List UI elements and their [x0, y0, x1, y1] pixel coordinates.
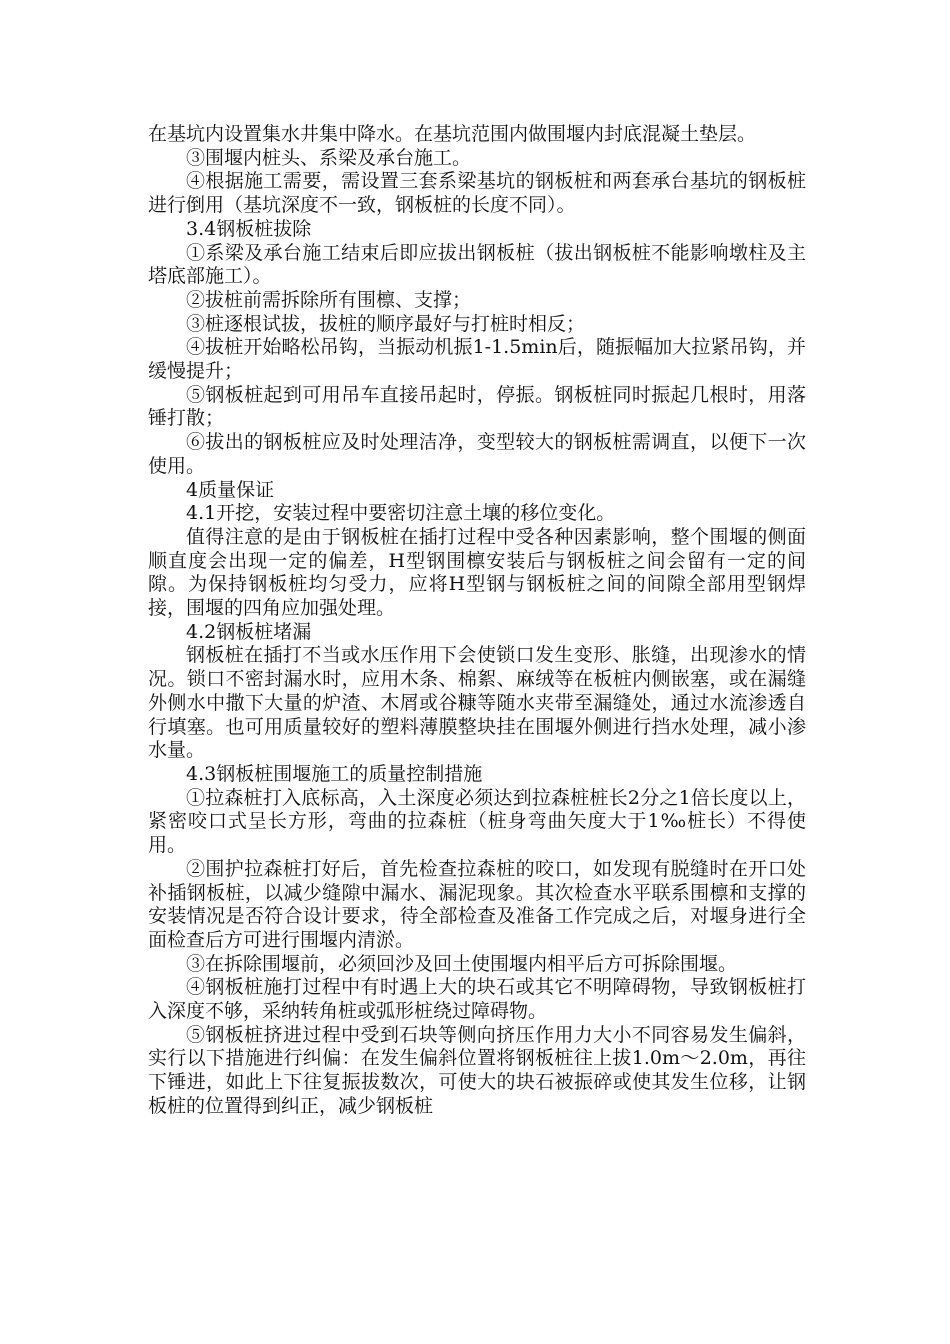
paragraph: 值得注意的是由于钢板桩在插打过程中受各种因素影响，整个围堰的侧面顺直度会出现一定的偏差，H型钢围檩安装后与钢板桩之间会留有一定的间隙。为保持钢板桩均匀受力，应将H型钢与钢板桩之间的间隙全部用型钢焊接，围堰的四角应加强处理。: [148, 525, 806, 620]
paragraph: ②围护拉森桩打好后，首先检查拉森桩的咬口，如发现有脱缝时在开口处补插钢板桩，以减少缝隙中漏水、漏泥现象。其次检查水平联系围檩和支撑的安装情况是否符合设计要求，待全部检查及准备工作完成之后，对堰身进行全面检查后方可进行围堰内清淤。: [148, 857, 806, 951]
paragraph: ④钢板桩施打过程中有时遇上大的块石或其它不明障碍物，导致钢板桩打入深度不够，采纳转角桩或弧形桩绕过障碍物。: [148, 976, 806, 1023]
paragraph: ①拉森桩打入底标高，入土深度必须达到拉森桩桩长2分之1倍长度以上，紧密咬口式呈长方形，弯曲的拉森桩（桩身弯曲矢度大于1‰桩长）不得使用。: [148, 786, 806, 857]
paragraph: ③在拆除围堰前，必须回沙及回土使围堰内相平后方可拆除围堰。: [186, 952, 738, 975]
section-heading: 4.3钢板桩围堰施工的质量控制措施: [186, 762, 483, 785]
paragraph: ⑤钢板桩起到可用吊车直接吊起时，停振。钢板桩同时振起几根时，用落锤打散；: [148, 383, 806, 430]
section-heading: 4质量保证: [186, 478, 275, 501]
section-heading: 4.1开挖，安装过程中要密切注意土壤的移位变化。: [186, 502, 616, 525]
paragraph: ①系梁及承台施工结束后即应拔出钢板桩（拔出钢板桩不能影响墩柱及主塔底部施工）。: [148, 241, 806, 288]
document-body: [148, 123, 806, 1119]
paragraph: ③围堰内桩头、系梁及承台施工。: [186, 146, 472, 169]
paragraph: ③桩逐根试拔，拔桩的顺序最好与打桩时相反；: [186, 312, 586, 335]
section-heading: 3.4钢板桩拔除: [186, 217, 312, 240]
paragraph: ⑤钢板桩挤进过程中受到石块等侧向挤压作用力大小不同容易发生偏斜，实行以下措施进行纠偏：在发生偏斜位置将钢板桩往上拔1.0m～2.0m，再往下锤进，如此上下往复振拔数次，可使大的块石被振碎或使其发生位移，让钢板桩的位置得到纠正，减少钢板桩: [148, 1023, 806, 1117]
paragraph: 钢板桩在插打不当或水压作用下会使锁口发生变形、胀缝，出现渗水的情况。锁口不密封漏水时，应用木条、棉絮、麻绒等在板桩内侧嵌塞，或在漏缝外侧水中撒下大量的炉渣、木屑或谷糠等随水夹带至漏缝处，通过水流渗透自行填塞。也可用质量较好的塑料薄膜整块挂在围堰外侧进行挡水处理，减小渗水量。: [148, 644, 806, 762]
paragraph: ②拔桩前需拆除所有围檩、支撑；: [186, 288, 472, 311]
paragraph: ④根据施工需要，需设置三套系梁基坑的钢板桩和两套承台基坑的钢板桩进行倒用（基坑深度不一致，钢板桩的长度不同）。: [148, 170, 806, 217]
paragraph: ⑥拔出的钢板桩应及时处理洁净，变型较大的钢板桩需调直，以便下一次使用。: [148, 431, 806, 477]
section-heading: 4.2钢板桩堵漏: [186, 620, 312, 643]
paragraph: 在基坑内设置集水井集中降水。在基坑范围内做围堰内封底混凝土垫层。: [148, 123, 757, 145]
paragraph: ④拔桩开始略松吊钩，当振动机振1-1.5min后，随振幅加大拉紧吊钩，并缓慢提升；: [148, 336, 806, 383]
